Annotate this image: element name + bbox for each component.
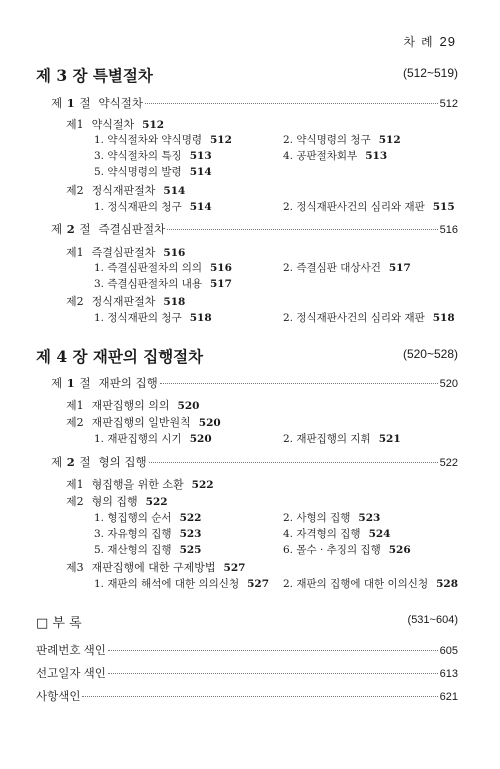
index-title: 사항색인 <box>36 691 81 703</box>
dot-leader <box>108 649 438 651</box>
item-row: 3. 약식절차의 특징 513 <box>94 150 212 162</box>
dot-leader <box>149 461 438 463</box>
index-title: 선고일자 색인 <box>36 668 106 680</box>
item-row: 3. 자유형의 집행 523 <box>94 528 202 540</box>
section-page: 516 <box>439 224 458 236</box>
section-title: 재판의 집행 <box>98 376 158 390</box>
section-title: 즉결심판절차 <box>98 222 166 236</box>
subsection-row: 제2 정식재판절차 518 <box>66 295 186 308</box>
section-page: 512 <box>439 98 458 110</box>
dot-leader <box>160 382 438 384</box>
subsection-row: 제3 재판집행에 대한 구제방법 527 <box>66 561 246 574</box>
dot-leader <box>167 228 437 230</box>
subsection-row: 제2 정식재판절차 514 <box>66 184 186 197</box>
item-row: 1. 약식절차와 약식명령 512 <box>94 134 232 146</box>
chapter-3-heading <box>36 64 458 86</box>
item-row: 2. 재판의 집행에 대한 이의신청 528 <box>283 578 459 590</box>
item-row: 5. 재산형의 집행 525 <box>94 544 202 556</box>
item-row: 6. 몰수 · 추징의 집행 526 <box>283 544 411 556</box>
section-label: 제 2 절 <box>51 222 91 236</box>
item-row: 2. 약식명령의 청구 512 <box>283 134 401 146</box>
item-row: 1. 재판의 해석에 대한 의의신청 527 <box>94 578 270 590</box>
section-page: 522 <box>439 457 458 469</box>
index-entry <box>36 688 458 704</box>
section-label: 제 1 절 <box>51 96 91 110</box>
section-1-row <box>51 375 458 391</box>
subsection-row: 제1 형집행을 위한 소환 522 <box>66 478 214 491</box>
index-entry <box>36 665 458 681</box>
subsection-row: 제1 재판집행의 의의 520 <box>66 399 200 412</box>
index-page: 605 <box>439 645 458 657</box>
section-title: 형의 집행 <box>98 455 147 469</box>
item-row: 2. 사형의 집행 523 <box>283 512 381 524</box>
item-row: 1. 형집행의 순서 522 <box>94 512 202 524</box>
chapter-4-heading <box>36 345 458 367</box>
dot-leader <box>145 102 438 104</box>
section-2-row <box>51 454 458 470</box>
header-page-number: 29 <box>439 34 456 49</box>
dot-leader <box>108 672 438 674</box>
appendix-page-range: (531~604) <box>407 614 458 626</box>
chapter-page-range: (520~528) <box>402 347 458 361</box>
item-row: 5. 약식명령의 발령 514 <box>94 166 212 178</box>
subsection-row: 제1 약식절차 512 <box>66 118 165 131</box>
index-page: 621 <box>439 691 458 703</box>
dot-leader <box>82 695 437 697</box>
item-row: 2. 즉결심판 대상사건 517 <box>283 262 411 274</box>
item-row: 1. 정식재판의 청구 518 <box>94 312 212 324</box>
section-title: 약식절차 <box>98 96 143 110</box>
subsection-row: 제2 재판집행의 일반원칙 520 <box>66 416 221 429</box>
item-row: 4. 공판절차회부 513 <box>283 150 388 162</box>
item-row: 1. 정식재판의 청구 514 <box>94 201 212 213</box>
item-row: 1. 즉결심판절차의 의의 516 <box>94 262 232 274</box>
index-title: 판례번호 색인 <box>36 645 106 657</box>
index-entry <box>36 642 458 658</box>
section-1-row <box>51 95 458 111</box>
chapter-page-range: (512~519) <box>402 66 458 80</box>
running-header <box>404 33 456 50</box>
appendix-heading <box>36 612 458 630</box>
section-2-row <box>51 221 458 237</box>
item-row: 3. 즉결심판절차의 내용 517 <box>94 278 232 290</box>
section-page: 520 <box>439 378 458 390</box>
section-label: 제 2 절 <box>51 455 91 469</box>
subsection-row: 제1 즉결심판절차 516 <box>66 246 186 259</box>
section-label: 제 1 절 <box>51 376 91 390</box>
chapter-title: 제 4 장 재판의 집행절차 <box>36 347 204 366</box>
item-row: 1. 재판집행의 시기 520 <box>94 433 212 445</box>
item-row: 4. 자격형의 집행 524 <box>283 528 391 540</box>
appendix-title: □ 부 록 <box>36 616 82 631</box>
chapter-title: 제 3 장 특별절차 <box>36 66 153 85</box>
header-label: 차 례 <box>403 35 434 49</box>
item-row: 2. 정식재판사건의 심리와 재판 518 <box>283 312 455 324</box>
subsection-row: 제2 형의 집행 522 <box>66 495 168 508</box>
item-row: 2. 정식재판사건의 심리와 재판 515 <box>283 201 455 213</box>
index-page: 613 <box>439 668 458 680</box>
item-row: 2. 재판집행의 지휘 521 <box>283 433 401 445</box>
